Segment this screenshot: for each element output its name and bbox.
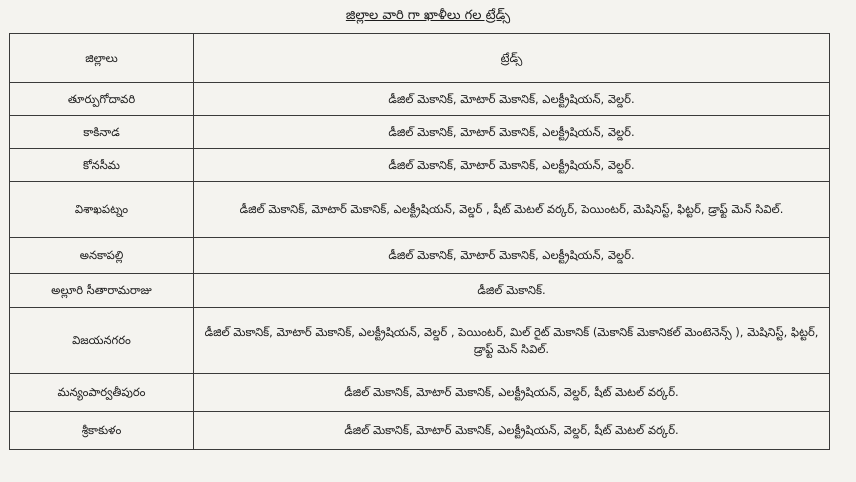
district-trades-table xyxy=(9,33,830,450)
trades-cell: డీజిల్ మెకానిక్, మోటార్ మెకానిక్, ఎలక్ట్రీషియన్, వెల్డర్. xyxy=(194,238,830,274)
table-row xyxy=(10,374,830,412)
district-cell: అనకాపల్లి xyxy=(10,238,194,274)
table-row xyxy=(10,149,830,182)
table-row xyxy=(10,182,830,238)
district-cell: కాకినాడ xyxy=(10,116,194,149)
district-cell: విజయనగరం xyxy=(10,308,194,374)
trades-cell: డీజిల్ మెకానిక్, మోటార్ మెకానిక్, ఎలక్ట్రీషియన్, వెల్డర్. xyxy=(194,83,830,116)
table-header-row xyxy=(10,34,830,83)
district-cell: విశాఖపట్నం xyxy=(10,182,194,238)
table-row xyxy=(10,274,830,308)
trades-cell: డీజిల్ మెకానిక్, మోటార్ మెకానిక్, ఎలక్ట్రీషియన్, వెల్డర్. xyxy=(194,149,830,182)
table-row xyxy=(10,238,830,274)
trades-cell: డీజిల్ మెకానిక్. xyxy=(194,274,830,308)
table-row xyxy=(10,83,830,116)
header-trades: ట్రేడ్స్ xyxy=(194,34,830,83)
district-cell: శ్రీకాకుళం xyxy=(10,412,194,450)
trades-cell: డీజిల్ మెకానిక్, మోటార్ మెకానిక్, ఎలక్ట్రీషియన్, వెల్డర్ , షీట్ మెటల్ వర్కర్, పెయింటర్, మెషినిస్ట్, ఫిట్టర్, డ్రాఫ్ట్ మెన్ సివిల్. xyxy=(194,182,830,238)
district-cell: కోనసీమ xyxy=(10,149,194,182)
district-cell: మన్యంపార్వతీపురం xyxy=(10,374,194,412)
district-cell: అల్లూరి సీతారామరాజు xyxy=(10,274,194,308)
table-row xyxy=(10,412,830,450)
trades-cell: డీజిల్ మెకానిక్, మోటార్ మెకానిక్, ఎలక్ట్రీషియన్, వెల్డర్. xyxy=(194,116,830,149)
table-row xyxy=(10,116,830,149)
trades-cell: డీజిల్ మెకానిక్, మోటార్ మెకానిక్, ఎలక్ట్రీషియన్, వెల్డర్ , పెయింటర్, మిల్ రైట్ మెకానిక్ (మెకానిక్ మెకానికల్ మెంటెనెన్స్ ), మెషినిస్ట్, ఫిట్టర్, డ్రాఫ్ట్ మెన్ సివిల్. xyxy=(194,308,830,374)
page-title: జిల్లాల వారి గా ఖాళీలు గల ట్రేడ్స్ xyxy=(345,8,511,23)
trades-cell: డీజిల్ మెకానిక్, మోటార్ మెకానిక్, ఎలక్ట్రీషియన్, వెల్డర్, షీట్ మెటల్ వర్కర్. xyxy=(194,412,830,450)
table-row xyxy=(10,308,830,374)
header-district: జిల్లాలు xyxy=(10,34,194,83)
district-cell: తూర్పుగోదావరి xyxy=(10,83,194,116)
trades-cell: డీజిల్ మెకానిక్, మోటార్ మెకానిక్, ఎలక్ట్రీషియన్, వెల్డర్, షీట్ మెటల్ వర్కర్. xyxy=(194,374,830,412)
